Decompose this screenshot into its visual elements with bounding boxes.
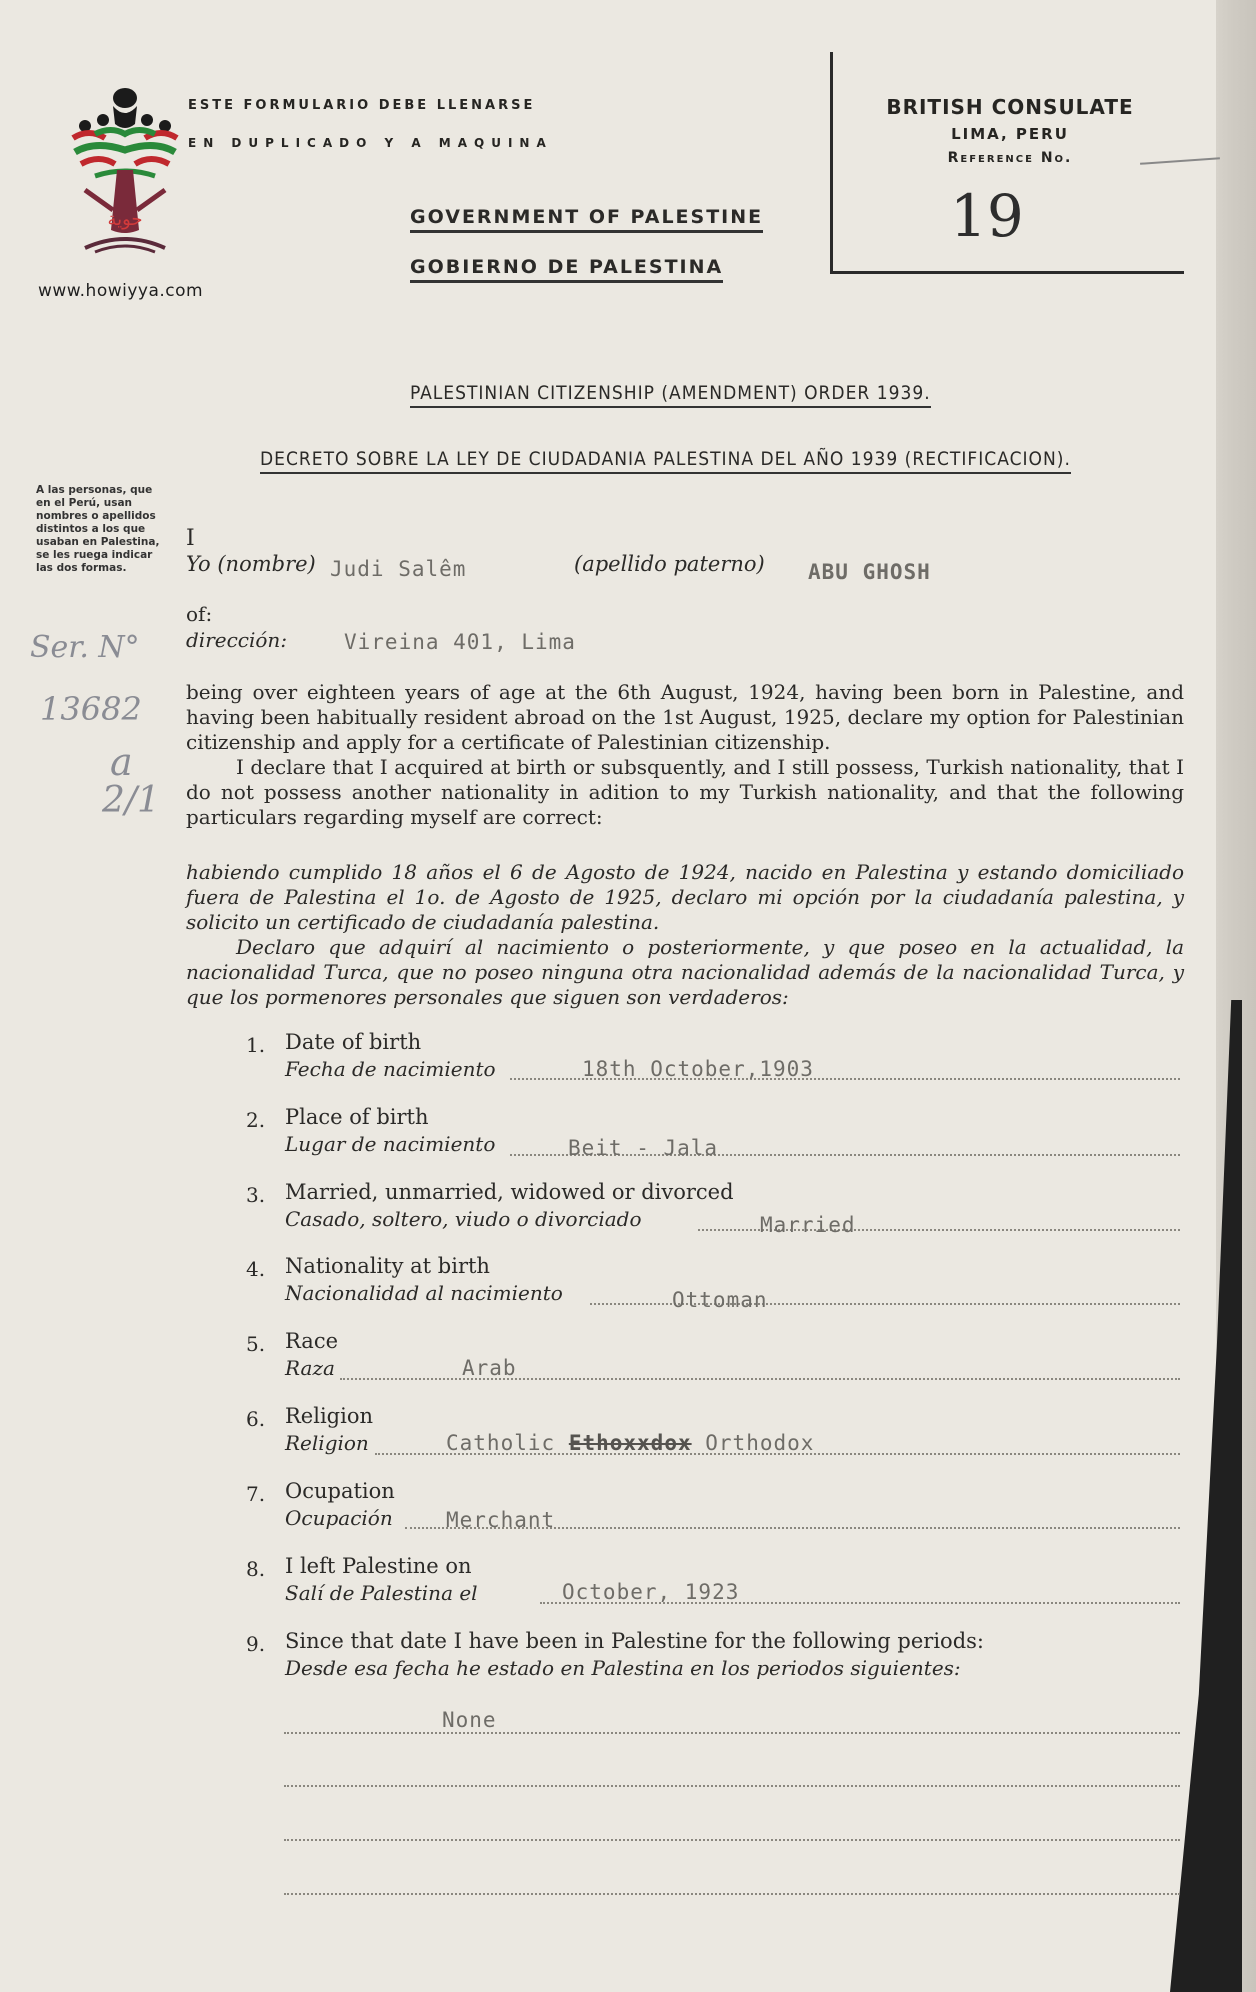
nationality-value: Ottoman <box>672 1288 768 1312</box>
surname-label: (apellido paterno) <box>574 552 765 576</box>
place-of-birth-value: Beit - Jala <box>568 1136 719 1160</box>
address-label: dirección: <box>186 628 288 652</box>
side-note: A las personas, que en el Perú, usan nombres o apellidos distintos a los que usaban en Palestina, se les ruega indicar las dos formas. <box>36 484 160 574</box>
consulate-place: LIMA, PERU <box>951 125 1069 143</box>
marital-status-value: Married <box>760 1213 856 1237</box>
address-value: Vireina 401, Lima <box>344 630 576 654</box>
item-label-en: Place of birth <box>285 1105 429 1129</box>
order-title-en: PALESTINIAN CITIZENSHIP (AMENDMENT) ORDER 1939. <box>410 382 931 408</box>
item-number: 9. <box>246 1632 266 1656</box>
religion-value-correction: Orthodox <box>705 1431 815 1455</box>
fill-line <box>284 1893 1180 1895</box>
surname-value: ABU GHOSH <box>808 560 931 584</box>
logo-arabic-wordmark: حوية <box>107 209 143 230</box>
item-number: 5. <box>246 1332 266 1356</box>
pencil-serial-label: Ser. N° <box>30 630 140 665</box>
item-number: 1. <box>246 1033 266 1057</box>
periods-value: None <box>442 1708 497 1732</box>
reference-box-border-left <box>830 52 833 274</box>
item-label-es: Lugar de nacimiento <box>285 1132 496 1156</box>
item-label-es: Fecha de nacimiento <box>285 1057 496 1081</box>
item-number: 4. <box>246 1257 266 1281</box>
consulate-title: BRITISH CONSULATE <box>886 95 1134 119</box>
fill-instruction-line1: ESTE FORMULARIO DEBE LLENARSE <box>188 98 536 113</box>
declaration-es-paragraph-2: Declaro que adquirí al nacimiento o posteriormente, y que poseo en la actualidad, la nacionalidad Turca, que no poseo ninguna otra nacionalidad además de la nacionalidad Turca, y que los pormenores personales que siguen son verdaderos: <box>186 935 1184 1009</box>
item-label-es: Raza <box>285 1356 335 1380</box>
declaration-es-paragraph-1: habiendo cumplido 18 años el 6 de Agosto de 1924, nacido en Palestina y estando domiciliado fuera de Palestina el 1o. de Agosto de 1925, declaro mi opción por la ciudadanía palestina, y solicito un certificado de ciudadanía palestina. <box>186 860 1184 934</box>
item-number: 6. <box>246 1407 266 1431</box>
name-label: Yo (nombre) <box>186 552 316 576</box>
i-label: I <box>186 526 195 551</box>
reference-number: 19 <box>950 182 1024 250</box>
logo-url: www.howiyya.com <box>38 281 204 301</box>
occupation-value: Merchant <box>446 1508 556 1532</box>
howiyya-logo <box>55 80 195 280</box>
item-label-es: Desde esa fecha he estado en Palestina en los periodos siguientes: <box>285 1656 961 1680</box>
item-label-en: Since that date I have been in Palestine for the following periods: <box>285 1629 984 1653</box>
item-number: 2. <box>246 1108 266 1132</box>
fill-instruction-line2: EN DUPLICADO Y A MAQUINA <box>188 136 553 150</box>
government-title-en: GOVERNMENT OF PALESTINE <box>410 206 763 233</box>
date-of-birth-value: 18th October,1903 <box>582 1057 814 1081</box>
item-number: 8. <box>246 1557 266 1581</box>
item-label-en: Nationality at birth <box>285 1254 490 1278</box>
left-palestine-value: October, 1923 <box>562 1580 740 1604</box>
item-label-es: Salí de Palestina el <box>285 1581 478 1605</box>
pencil-mark: a <box>110 740 133 784</box>
item-number: 7. <box>246 1482 266 1506</box>
declaration-en-paragraph-2: I declare that I acquired at birth or subsquently, and I still possess, Turkish nationality, that I do not possess another nationality in adition to my Turkish nationality, and that the following particulars regarding myself are correct: <box>186 755 1184 829</box>
religion-value <box>446 1431 814 1455</box>
government-title-es: GOBIERNO DE PALESTINA <box>410 256 723 283</box>
name-value: Judi Salêm <box>330 557 467 581</box>
order-title-es: DECRETO SOBRE LA LEY DE CIUDADANIA PALESTINA DEL AÑO 1939 (RECTIFICACION). <box>260 448 1071 474</box>
item-number: 3. <box>246 1183 266 1207</box>
fill-line <box>284 1732 1180 1734</box>
tree-logo-icon <box>55 80 195 280</box>
pencil-date: 2/1 <box>102 780 160 821</box>
item-label-es: Nacionalidad al nacimiento <box>285 1281 563 1305</box>
reference-label: Reference No. <box>947 150 1073 166</box>
declaration-en-paragraph-1: being over eighteen years of age at the 6th August, 1924, having been born in Palestine, and having been habitually resident abroad on the 1st August, 1925, declare my option for Palestinian citizenship and apply for a certificate of Palestinian citizenship. <box>186 680 1184 754</box>
fill-line <box>284 1785 1180 1787</box>
religion-value-text: Catholic <box>446 1431 556 1455</box>
fill-line <box>284 1839 1180 1841</box>
item-label-es: Ocupación <box>285 1506 393 1530</box>
item-label-es: Religion <box>285 1431 369 1455</box>
race-value: Arab <box>462 1356 517 1380</box>
item-label-en: Race <box>285 1329 339 1353</box>
item-label-en: I left Palestine on <box>285 1554 472 1578</box>
item-label-es: Casado, soltero, viudo o divorciado <box>285 1207 642 1231</box>
item-label-en: Ocupation <box>285 1479 395 1503</box>
item-label-en: Married, unmarried, widowed or divorced <box>285 1180 734 1204</box>
religion-struck-text: Ethoxxdox <box>568 1431 692 1455</box>
pencil-serial-number: 13682 <box>40 690 142 728</box>
reference-box-border-bottom <box>830 271 1184 274</box>
item-label-en: Date of birth <box>285 1030 422 1054</box>
of-label: of: <box>186 602 213 626</box>
item-label-en: Religion <box>285 1404 373 1428</box>
